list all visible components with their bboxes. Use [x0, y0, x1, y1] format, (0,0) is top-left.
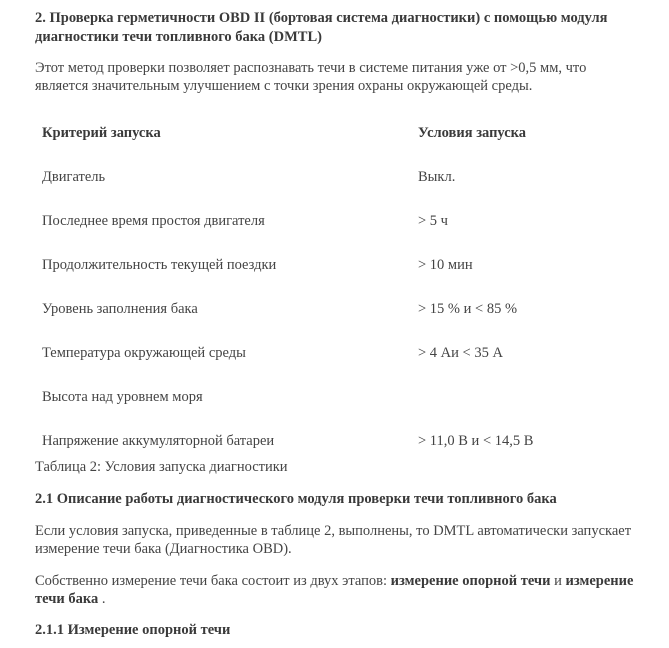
section-2-heading: 2. Проверка герметичности OBD II (бортовая система диагностики) с помощью модуля диагностики течи топливного бака (DMTL): [35, 10, 608, 45]
tank-leak-term: измерение течи бака: [35, 573, 634, 607]
condition-cell: > 11,0 В и < 14,5 В: [418, 432, 534, 449]
criterion-cell: Температура окружающей среды: [42, 344, 246, 361]
condition-cell: > 5 ч: [418, 212, 448, 229]
start-criteria-table: [42, 111, 642, 463]
table-row: [42, 243, 642, 287]
paragraph-text: Собственно измерение течи бака состоит из двух этапов:: [35, 573, 391, 589]
criterion-cell: Уровень заполнения бака: [42, 300, 198, 317]
paragraph-text: .: [98, 591, 106, 607]
section-2-1-1-heading: 2.1.1 Измерение опорной течи: [35, 622, 231, 638]
table-header-row: [42, 111, 642, 155]
section-2-intro: Этот метод проверки позволяет распознавать течи в системе питания уже от >0,5 мм, что является значительным улучшением с точки зрения охраны окружающей среды.: [35, 60, 587, 94]
section-2-1-heading: 2.1 Описание работы диагностического модуля проверки течи топливного бака: [35, 491, 557, 507]
condition-cell: > 15 % и < 85 %: [418, 300, 518, 317]
criterion-cell: Двигатель: [42, 168, 106, 185]
table-caption: Таблица 2: Условия запуска диагностики: [35, 459, 288, 475]
table-row: [42, 331, 642, 375]
table-row: [42, 287, 642, 331]
table-row: [42, 155, 642, 199]
condition-cell: > 4 Аи < 35 А: [418, 344, 503, 361]
condition-cell: > 10 мин: [418, 256, 473, 273]
criterion-cell: Напряжение аккумуляторной батареи: [42, 432, 275, 449]
paragraph-text: и: [550, 573, 566, 589]
table-header-criterion: Критерий запуска: [42, 124, 161, 141]
criterion-cell: Продолжительность текущей поездки: [42, 256, 277, 273]
condition-cell: Выкл.: [418, 168, 456, 185]
table-header-condition: Условия запуска: [418, 124, 527, 141]
reference-leak-term: измерение опорной течи: [390, 573, 551, 589]
criterion-cell: Высота над уровнем моря: [42, 388, 203, 405]
criterion-cell: Последнее время простоя двигателя: [42, 212, 265, 229]
section-2-1-paragraph-1: Если условия запуска, приведенные в таблице 2, выполнены, то DMTL автоматически запускает измерение течи бака (Диагностика OBD).: [35, 523, 632, 557]
table-row: [42, 419, 642, 463]
table-row: [42, 199, 642, 243]
section-2-1-paragraph-2: [35, 572, 635, 608]
condition-cell: [418, 375, 642, 419]
table-row: [42, 375, 642, 419]
